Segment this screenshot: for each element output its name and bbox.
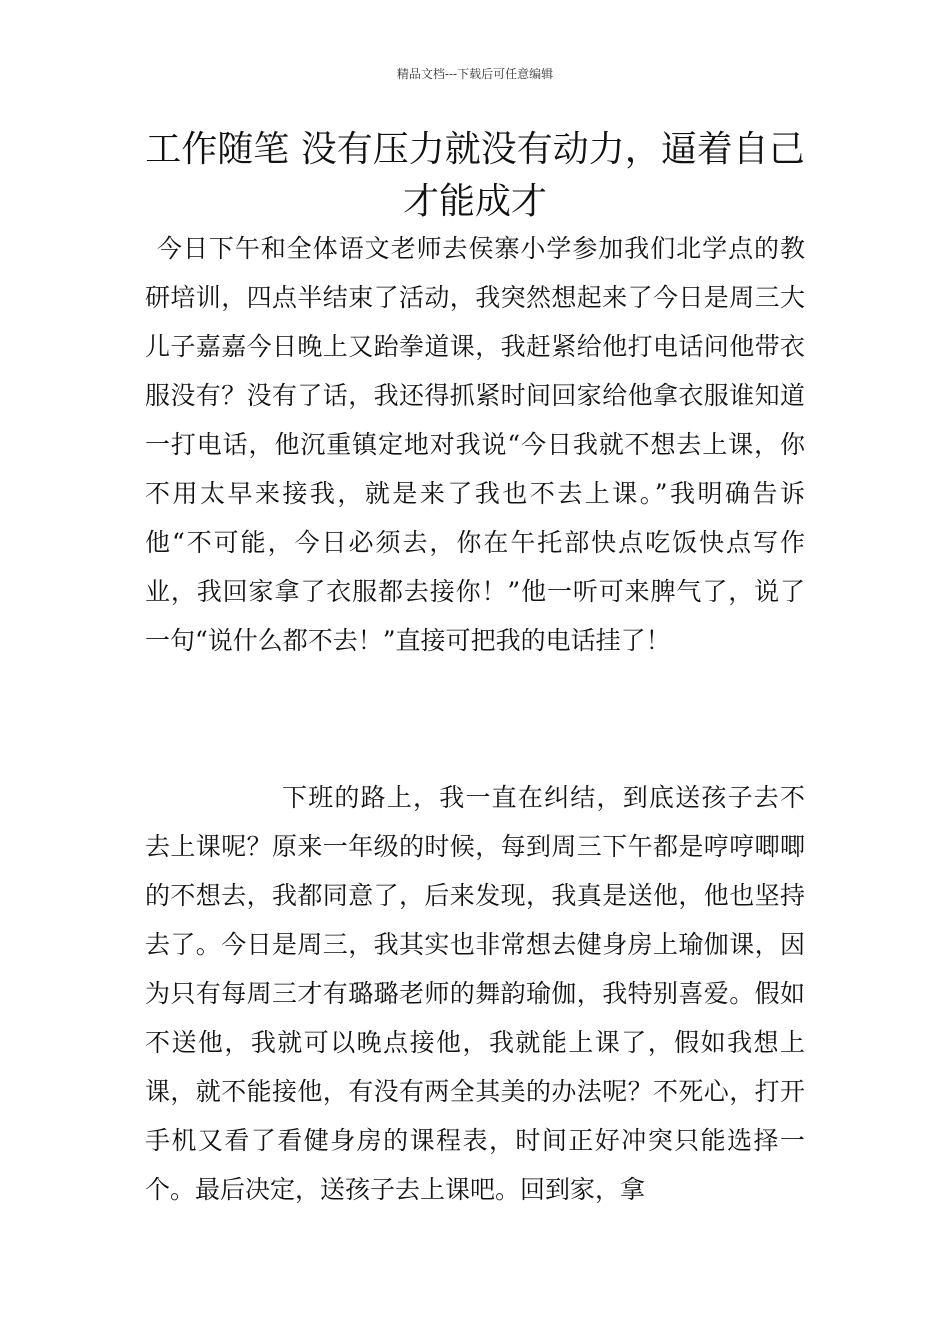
document-title: 工作随笔 没有压力就没有动力，逼着自己才能成才 (145, 129, 805, 222)
paragraph-1: 今日下午和全体语文老师去侯寨小学参加我们北学点的教研培训，四点半结束了活动，我突然想起来了今日是周三大儿子嘉嘉今日晚上又跆拳道课，我赶紧给他打电话问他带衣服没有？没有了话，我还得抓紧时间回家给他拿衣服谁知道一打电话，他沉重镇定地对我说“今日我就不想去上课，你不用太早来接我，就是来了我也不去上课。”我明确告诉他“不可能，今日必须去，你在午托部快点吃饭快点写作业，我回家拿了衣服都去接你！”他一听可来脾气了，说了一句“说什么都不去！”直接可把我的电话挂了！ (145, 234, 805, 655)
page-header: 精品文档---下载后可任意编辑 (396, 67, 554, 81)
paragraph-2: 下班的路上，我一直在纠结，到底送孩子去不去上课呢？原来一年级的时候，每到周三下午都是哼哼唧唧的不想去，我都同意了，后来发现，我真是送他，他也坚持去了。今日是周三，我其实也非常想去健身房上瑜伽课，因为只有每周三才有璐璐老师的舞韵瑜伽，我特别喜爱。假如不送他，我就可以晚点接他，我就能上课了，假如我想上课，就不能接他，有没有两全其美的办法呢？不死心，打开手机又看了看健身房的课程表，时间正好冲突只能选择一个。最后决定，送孩子去上课吧。回到家，拿 (145, 783, 805, 1204)
